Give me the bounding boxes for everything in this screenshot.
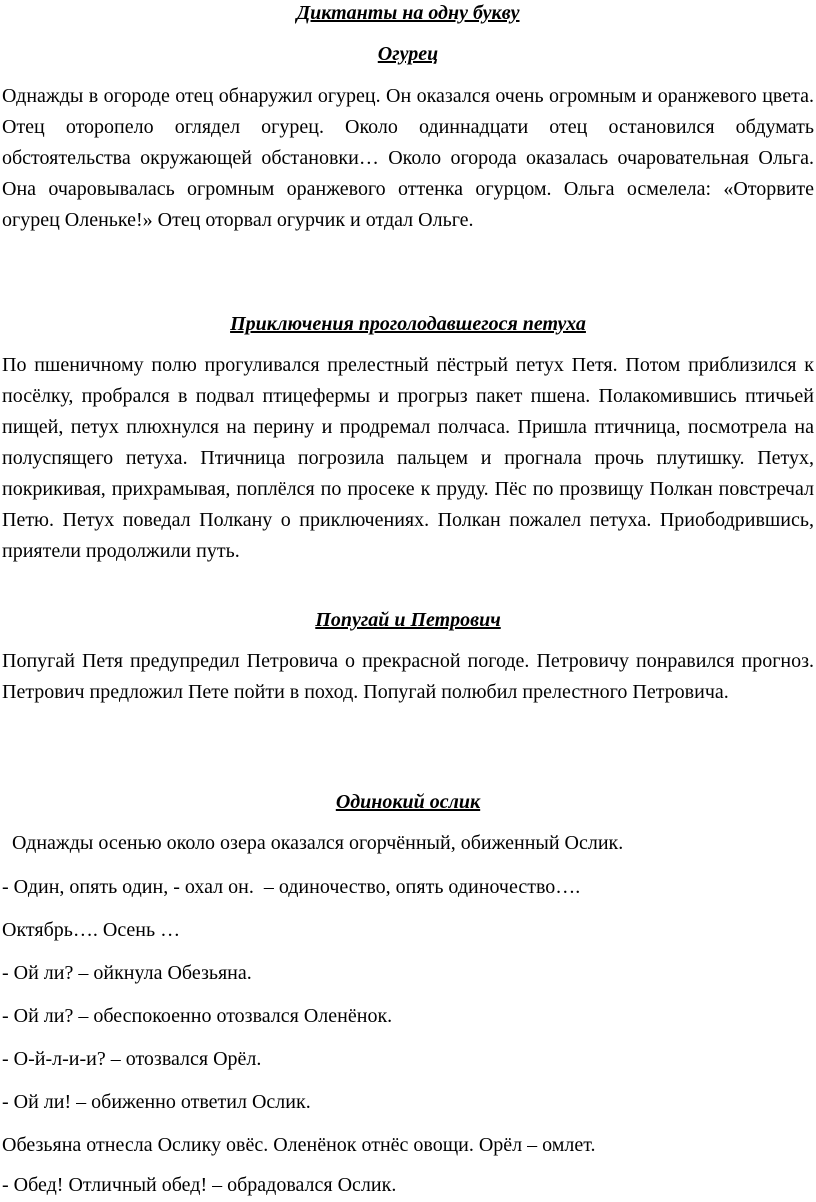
dialogue-line: Обезьяна отнесла Ослику овёс. Оленёнок отнёс овощи. Орёл – омлет. xyxy=(2,1134,596,1156)
dialogue-line: - Ой ли? – обеспокоенно отозвался Оленёнок. xyxy=(2,1005,393,1027)
dialogue-line: - О-й-л-и-и? – отозвался Орёл. xyxy=(2,1048,262,1070)
section-heading-oslik: Одинокий ослик xyxy=(335,791,481,813)
section-paragraph-popugai: Попугай Петя предупредил Петровича о прекрасной погоде. Петровичу понравился прогноз. Петрович предложил Пете пойти в поход. Попугай полюбил прелестного Петровича. xyxy=(2,650,814,703)
dialogue-line: Октябрь…. Осень … xyxy=(2,919,181,941)
document-title: Диктанты на одну букву xyxy=(296,2,520,24)
dialogue-line: - Один, опять один, - охал он. – одиночество, опять одиночество…. xyxy=(2,876,581,898)
dialogue-line: Однажды осенью около озера оказался огорчённый, обиженный Ослик. xyxy=(2,832,624,854)
dialogue-line: - Ой ли? – ойкнула Обезьяна. xyxy=(2,962,252,984)
section-paragraph-ogurets: Однажды в огороде отец обнаружил огурец. Он оказался очень огромным и оранжевого цвета. Отец оторопело оглядел огурец. Около одиннадцати отец остановился обдумать обстоятельства окружающей обстановки… Около огорода оказалась очаровательная Ольга. Она очаровывалась огромным оранжевого оттенка огурцом. Ольга осмелела: «Оторвите огурец Оленьке!» Отец оторвал огурчик и отдал Ольге. xyxy=(2,85,814,231)
section-paragraph-petukh: По пшеничному полю прогуливался прелестный пёстрый петух Петя. Потом приблизился к посёлку, пробрался в подвал птицефермы и прогрыз пакет пшена. Полакомившись птичьей пищей, петух плюхнулся на перину и продремал полчаса. Пришла птичница, посмотрела на полуспящего петуха. Птичница погрозила пальцем и прогнала прочь плутишку. Петух, покрикивая, прихрамывая, поплёлся по просеке к пруду. Пёс по прозвищу Полкан повстречал Петю. Петух поведал Полкану о приключениях. Полкан пожалел петуха. Приободрившись, приятели продолжили путь. xyxy=(2,354,814,562)
section-heading-ogurets: Огурец xyxy=(377,43,439,65)
section-heading-popugai: Попугай и Петрович xyxy=(315,609,501,631)
section-heading-petukh: Приключения проголодавшегося петуха xyxy=(230,313,586,335)
dialogue-line: - Ой ли! – обиженно ответил Ослик. xyxy=(2,1091,311,1113)
dialogue-line: - Обед! Отличный обед! – обрадовался Ослик. xyxy=(2,1174,397,1196)
